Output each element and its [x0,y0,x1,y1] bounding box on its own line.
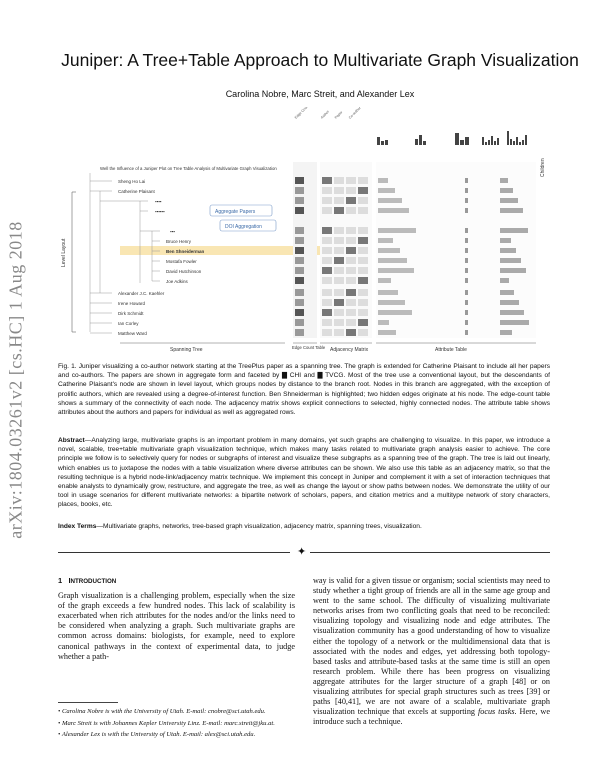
attribute-bar [378,310,412,315]
arxiv-watermark [2,180,30,580]
edge-count-cell [295,177,304,184]
svg-text:Edge Count: Edge Count [293,107,310,120]
matrix-cell [358,299,368,306]
tree-node: Mostafa Fowler [166,259,197,264]
matrix-cell [346,277,356,284]
attribute-bar [500,198,518,203]
attribute-bar [378,300,405,305]
matrix-cell [346,247,356,254]
doi-aggregation-label: DOI Aggregation [225,224,262,230]
attribute-bar [378,208,409,213]
matrix-cell [358,257,368,264]
matrix-cell [322,207,332,214]
edge-count-cell [295,267,304,274]
tree-node: Dirk Schmidt [118,311,144,316]
attribute-bar [378,320,389,325]
attribute-bar [500,238,511,243]
matrix-cell [346,309,356,316]
matrix-cell [322,289,332,296]
attribute-tick [465,258,468,263]
matrix-cell [322,257,332,264]
matrix-cell [334,319,344,326]
edge-count-cell [295,247,304,254]
matrix-cell [358,289,368,296]
matrix-cell [346,289,356,296]
matrix-cell [358,319,368,326]
attribute-tick [465,300,468,305]
attribute-bar [378,268,414,273]
column-left [58,576,295,662]
matrix-cell [334,207,344,214]
attribute-tick [465,228,468,233]
attribute-bar [378,228,416,233]
footnote: • Alexander Lex is with the University of Utah. E-mail: alex@sci.utah.edu. [58,731,256,739]
attribute-bar [500,248,516,253]
attribute-bar [500,330,512,335]
matrix-cell [334,277,344,284]
tree-node: David Hutchinson [166,269,202,274]
matrix-cell [346,177,356,184]
divider-star-icon: ✦ [297,545,307,558]
tree-node: Alexander J.C. Kaehler [118,291,165,296]
tree-node: Matthew Ward [118,331,147,336]
edge-count-cell [295,289,304,296]
matrix-cell [346,187,356,194]
matrix-cell [334,227,344,234]
attribute-tick [465,208,468,213]
paper-authors: Carolina Nobre, Marc Streit, and Alexander Lex [225,89,415,99]
attribute-bar [378,178,388,183]
teaser-figure [60,107,550,357]
tree-node: Sheng Ho Lai [118,179,146,184]
attribute-tick [465,320,468,325]
children-label: Children [540,158,546,177]
figure-graphic [60,107,550,357]
matrix-cell [358,197,368,204]
edge-count-cell [295,277,304,284]
attribute-bar [378,278,391,283]
section-heading: 1 INTRODUCTION [58,576,117,585]
footnote: • Carolina Nobre is with the University of Utah. E-mail: cnobre@sci.utah.edu. [58,708,266,715]
matrix-cell [334,289,344,296]
matrix-cell [322,247,332,254]
attribute-tick [465,310,468,315]
tree-node: Ian Corley [118,321,139,326]
matrix-cell [334,309,344,316]
attribute-tick [465,330,468,335]
header-histograms [377,131,527,145]
attribute-tick [465,238,468,243]
matrix-cell [358,177,368,184]
attribute-bar [500,188,513,193]
edge-count-cell [295,329,304,336]
matrix-cell [358,237,368,244]
tree-node: Bruce Henry [166,239,192,244]
matrix-cell [334,197,344,204]
matrix-cell [358,247,368,254]
intro-paragraph: Graph visualization is a challenging problem, especially when the size of the graph exceeds a few hundred nodes. This lack of scalability is exacerbated when rich attributes for the nodes and/or the links need to be considered when analyzing a graph. Such multivariate graphs are common across domains: biologists, for example, need to explore canonical pathways in the context of experimental data, to judge whether a path- [58,591,295,661]
matrix-cell [334,267,344,274]
attribute-tick [465,178,468,183]
edge-count-cell [295,187,304,194]
figure-caption [58,362,550,417]
tree-node: Joe Adkins [166,279,188,284]
attribute-bar [500,208,523,213]
tree-node: Ben Shneiderman [166,249,205,254]
edge-count-cell [295,227,304,234]
matrix-cell [358,329,368,336]
arxiv-id: arXiv:1804.03261v2 [cs.HC] 1 Aug 2018 [5,221,26,539]
attribute-tick [465,188,468,193]
matrix-cell [346,197,356,204]
adjacency-label: Adjacency Matrix [330,347,369,353]
svg-text:▪▪▪: ▪▪▪ [170,229,175,234]
attribute-tick [465,248,468,253]
attribute-bar [378,198,402,203]
tree-node: Catherine Plaisant [118,189,155,194]
matrix-cell [322,329,332,336]
matrix-cell [346,267,356,274]
attribute-tick [465,290,468,295]
attribute-bar [378,188,395,193]
matrix-cell [346,257,356,264]
matrix-cell [358,277,368,284]
index-terms [58,522,550,531]
svg-text:Paper: Paper [333,110,344,120]
emphasis: focus tasks [477,707,515,717]
matrix-cell [358,187,368,194]
matrix-cell [334,257,344,264]
tree-node: ▪▪▪▪ [155,199,162,204]
edge-count-cell [295,197,304,204]
matrix-cell [322,187,332,194]
matrix-cell [322,227,332,234]
footnote-rule [58,702,118,703]
matrix-cell [322,267,332,274]
attribute-table-label: Attribute Table [435,347,467,353]
index-terms-text: —Multivariate graphs, networks, tree-based graph visualization, adjacency matrix, spanning trees, visualization. [96,523,422,530]
matrix-cell [334,329,344,336]
caption-label: Fig. 1. [58,363,77,370]
matrix-cell [322,197,332,204]
matrix-cell [346,299,356,306]
edge-count-cell [295,309,304,316]
aggregate-papers-label: Aggregate Papers [215,209,256,215]
matrix-cell [322,309,332,316]
matrix-cell [358,227,368,234]
attribute-bar [378,330,396,335]
matrix-cell [322,177,332,184]
matrix-cell [322,277,332,284]
index-terms-label: Index Terms [58,523,97,530]
matrix-cell [334,237,344,244]
matrix-cell [346,207,356,214]
column-right: way is valid for a given tissue or organism; social scientists may need to study whether a tight group of friends are all in the same age group and went to the same school. The difficulty of visualizing multivariate networks arises from two conflicting goals that need to be reconciled: visualizing topology and visualizing node and edge attributes. The visualization community has a good understanding of how to visualize either the topology of a network or the multidimensional data that is associated with the nodes and edges, yet addressing both topology-based tasks and attribute-based tasks at the same time is still an open research problem. While there has been progress on visualizing aggregate attributes for the larger structure of a graph [48] or on visualizing attributes for special graph structures such as trees [39] or paths [40,41], we are not aware of a scalable, multivariate graph visualization technique that excels at supporting focus tasks. Here, we introduce such a technique. [313,576,550,727]
svg-text:Author: Author [319,109,330,120]
attribute-bar [500,228,528,233]
attribute-bar [378,258,407,263]
edge-count-cell [295,319,304,326]
matrix-cell [346,329,356,336]
attribute-bar [378,248,400,253]
root-label: Well the Influence of a Juniper Plot on Tree Table Analysis of Multivariate Graph Visualization [100,166,277,171]
attribute-bar [500,278,509,283]
paper-title: Juniper: A Tree+Table Approach to Multivariate Graph Visualization [61,50,579,70]
matrix-cell [358,207,368,214]
attribute-bar [500,268,526,273]
footnote: • Marc Streit is with Johannes Kepler University Linz. E-mail: marc.streit@jku.at. [58,719,275,727]
tree-node: ▪▪▪▪▪▪ [155,209,165,214]
matrix-cell [334,247,344,254]
attribute-tick [465,268,468,273]
matrix-cell [334,187,344,194]
attribute-bar [500,290,514,295]
edge-count-cell [295,207,304,214]
edge-count-cell [295,257,304,264]
section-divider [58,546,550,558]
attribute-bar [500,320,529,325]
matrix-cell [358,309,368,316]
matrix-cell [322,237,332,244]
abstract-text: —Analyzing large, multivariate graphs is an important problem in many domains, yet such graphs are challenging to visualize. In this paper, we introduce a novel, scalable, tree+table multivariate graph visualization technique, which makes many tasks related to multivariate graph analysis easier to achieve. The core principle we follow is to selectively query for nodes or subgraphs of interest and visualize these subgraphs as a spanning tree of the graph. The tree is laid out linearly, which enables us to juxtapose the nodes with a table visualization where diverse attributes can be shown. We also use this table as an adjacency matrix, so that the resulting technique is a hybrid node-link/adjacency matrix technique. We implement this concept in Juniper and complement it with a set of interaction techniques that enable analysts to dynamically grow, restructure, and aggregate the tree, as well as change the layout or show paths between nodes. We demonstrate the utility of our tool in usage scenarios for different multivariate networks: a bipartite network of scholars, papers, and citation metrics and a multitype network of story characters, places, books, etc. [58,437,550,509]
attribute-bar [500,310,524,315]
abstract-label: Abstract [58,437,85,444]
attribute-tick [465,278,468,283]
spanning-tree-label: Spanning Tree [170,347,203,353]
matrix-cell [322,319,332,326]
svg-text:Co-author: Co-author [347,107,362,120]
matrix-cell [346,237,356,244]
edge-count-label: Edge Count Table [292,345,326,350]
attribute-bar [500,300,519,305]
footnotes [58,708,295,743]
edge-count-cell [295,299,304,306]
attribute-bar [500,258,521,263]
matrix-cell [322,299,332,306]
tree-node: Irene Howard [118,301,146,306]
intro-paragraph-cont: way is valid for a given tissue or organism; social scientists may need to study whether a tight group of friends are all in the same age group and went to the same school. The difficulty of visualizing multivariate networks arises from two conflicting goals that need to be reconciled: visualizing topology and visualizing node and edge attributes. The visualization community has a good understanding of how to visualize either the topology of a network or the multidimensional data that is associated with the nodes and edges, yet addressing both topology-based tasks and attribute-based tasks at the same time is still an open research problem. While there has been progress on visualizing aggregate attributes for the larger structure of a graph [48] or on visualizing attributes for special graph structures such as trees [39] or paths [40,41], we are not aware of a scalable, multivariate graph visualization technique that excels at supporting [313,576,550,717]
attribute-tick [465,198,468,203]
level-layout-label: Level Layout [61,238,67,267]
matrix-cell [346,319,356,326]
edge-count-cell [295,237,304,244]
matrix-cell [358,267,368,274]
matrix-cell [334,177,344,184]
matrix-cell [334,299,344,306]
attribute-bar [378,238,393,243]
matrix-cell [346,227,356,234]
caption-text: Juniper visualizing a co-author network starting at the TreePlus paper as a spanning tree. The graph is extended for Catherine Plaisant to include all her papers and co-authors. The papers are shown in aggregate form and faceted by ▇ CHI and ▇ TVCG. Most of the tree use a conventional layout, but the descendants of Catherine Plaisant's node are shown in level layout, which groups nodes by distance to the branch root. Nodes in this branch are aggregated, with the exception of prolific authors, which are revealed using a degree-of-interest function. Ben Shneiderman is highlighted; two hidden edges originate at his node. The edge-count table shows a summary of the connectivity of each node. The adjacency matrix shows explicit connections to selected, highly connected nodes. The attribute table shows attributes about the authors and papers for individual as well as aggregated rows. [58,363,550,417]
attribute-bar [378,290,398,295]
abstract [58,436,550,510]
attribute-bar [500,178,508,183]
